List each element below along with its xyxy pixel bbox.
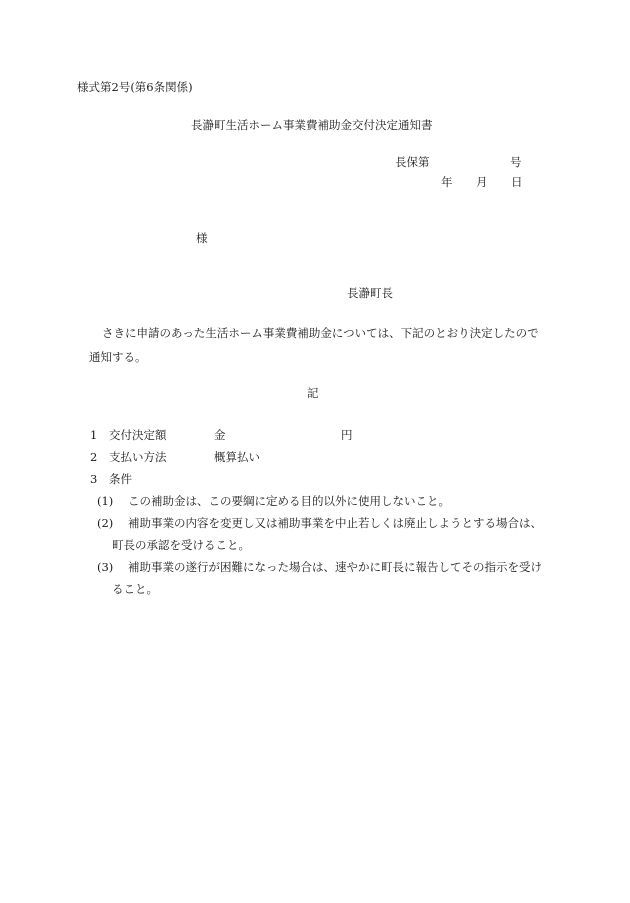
item-1-number: 1 — [90, 428, 98, 442]
reference-prefix: 長保第 — [395, 155, 430, 169]
item-3-label: 条件 — [109, 472, 132, 486]
item-3-number: 3 — [90, 472, 98, 486]
item-1-unit: 円 — [341, 428, 353, 442]
item-1-value: 金 — [214, 428, 226, 442]
condition-3-continuation: ること。 — [112, 582, 158, 596]
body-line-1: さきに申請のあった生活ホーム事業費補助金については、下記のとおり決定したので — [102, 326, 539, 340]
condition-2-number: (2) — [97, 516, 114, 530]
document-title: 長瀞町生活ホーム事業費補助金交付決定通知書 — [191, 118, 433, 132]
date-year: 年 — [441, 175, 453, 189]
condition-2-text: 補助事業の内容を変更し又は補助事業を中止若しくは廃止しようとする場合は、 — [128, 516, 542, 530]
item-2-value: 概算払い — [214, 450, 260, 464]
addressee-honorific: 様 — [196, 231, 208, 245]
item-2-label: 支払い方法 — [109, 450, 167, 464]
item-1-label: 交付決定額 — [109, 428, 167, 442]
body-line-2: 通知する。 — [89, 350, 147, 364]
condition-1-number: (1) — [97, 494, 114, 508]
date-month: 月 — [476, 175, 488, 189]
condition-1-text: この補助金は、この要綱に定める目的以外に使用しないこと。 — [128, 494, 450, 508]
sender-name: 長瀞町長 — [347, 286, 393, 300]
reference-suffix: 号 — [510, 155, 522, 169]
condition-2-continuation: 町長の承認を受けること。 — [112, 538, 250, 552]
condition-3-text: 補助事業の遂行が困難になった場合は、速やかに町長に報告してその指示を受け — [128, 560, 542, 574]
condition-3-number: (3) — [97, 560, 114, 574]
form-number: 様式第2号(第6条関係) — [77, 80, 193, 94]
ki-heading: 記 — [307, 386, 319, 400]
item-2-number: 2 — [90, 450, 98, 464]
date-day: 日 — [511, 175, 523, 189]
